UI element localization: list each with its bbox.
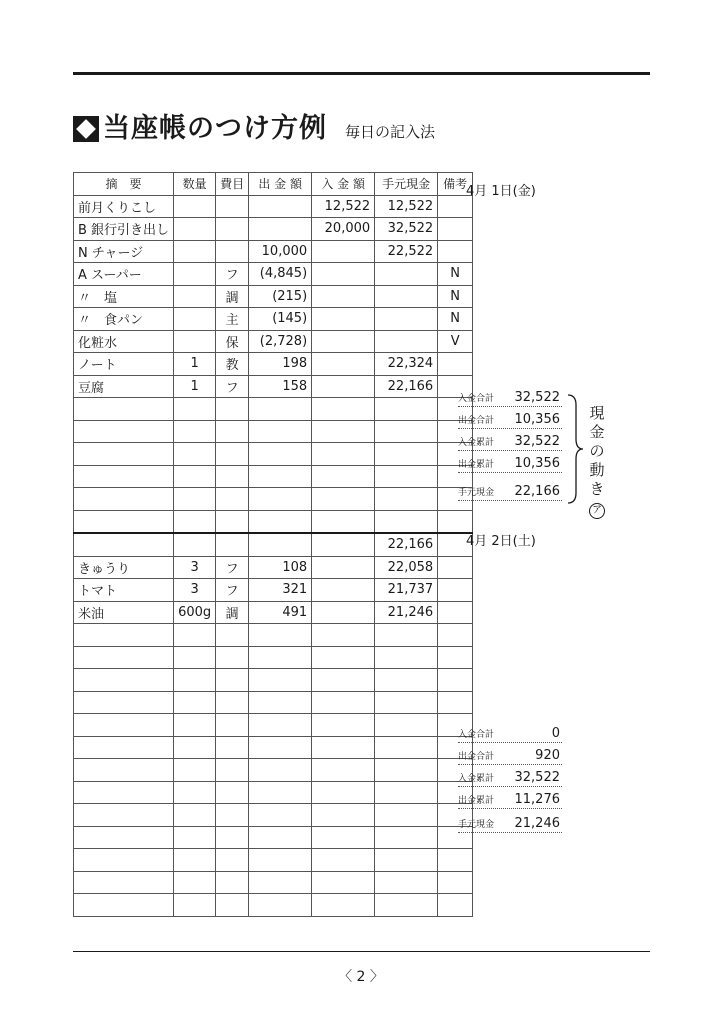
- summary-row: [458, 388, 562, 407]
- row-category: [216, 510, 249, 533]
- row-out: [249, 871, 312, 894]
- summary-row: [458, 724, 562, 743]
- row-out: 108: [249, 556, 312, 579]
- row-qty: [174, 240, 216, 263]
- table-row: [74, 759, 473, 782]
- row-note: [438, 353, 473, 376]
- row-category: [216, 533, 249, 556]
- row-qty: 600g: [174, 601, 216, 624]
- summary-label: 入金累計: [458, 438, 495, 448]
- table-row: [74, 624, 473, 647]
- row-in: [312, 826, 375, 849]
- summary-value: 21,246: [514, 816, 560, 831]
- top-rule: [73, 72, 650, 75]
- row-category: フ: [216, 579, 249, 602]
- curly-brace-icon: [566, 393, 584, 505]
- table-row: [74, 849, 473, 872]
- bottom-rule: [73, 951, 650, 952]
- row-in: [312, 601, 375, 624]
- ledger-body: [74, 195, 473, 916]
- summary-row: [458, 746, 562, 765]
- row-desc: [74, 714, 174, 737]
- row-in: [312, 871, 375, 894]
- row-qty: [174, 420, 216, 443]
- summary-label: 出金累計: [458, 796, 495, 806]
- row-qty: [174, 714, 216, 737]
- row-in: 12,522: [312, 195, 375, 218]
- row-out: [249, 488, 312, 511]
- table-row: [74, 263, 473, 286]
- table-row: [74, 195, 473, 218]
- row-qty: [174, 781, 216, 804]
- page-number: 〈 2 〉: [338, 969, 384, 985]
- row-desc: 化粧水: [74, 330, 174, 353]
- header-qty: 数量: [174, 173, 216, 196]
- row-in: [312, 849, 375, 872]
- row-in: [312, 624, 375, 647]
- row-out: [249, 420, 312, 443]
- table-row: [74, 285, 473, 308]
- row-qty: [174, 736, 216, 759]
- row-in: [312, 443, 375, 466]
- row-category: 調: [216, 601, 249, 624]
- summary-value: 10,356: [514, 412, 560, 427]
- row-desc: A スーパー: [74, 263, 174, 286]
- row-category: [216, 894, 249, 917]
- row-cash: [375, 263, 438, 286]
- row-in: [312, 804, 375, 827]
- row-qty: [174, 443, 216, 466]
- row-note: V: [438, 330, 473, 353]
- table-row: [74, 510, 473, 533]
- row-category: [216, 443, 249, 466]
- row-category: [216, 195, 249, 218]
- row-qty: [174, 669, 216, 692]
- row-out: 491: [249, 601, 312, 624]
- row-cash: [375, 691, 438, 714]
- row-cash: [375, 894, 438, 917]
- row-desc: 〃 塩: [74, 285, 174, 308]
- row-qty: [174, 624, 216, 647]
- row-desc: N チャージ: [74, 240, 174, 263]
- row-note: [438, 601, 473, 624]
- table-row: [74, 420, 473, 443]
- row-note: [438, 646, 473, 669]
- table-row: [74, 353, 473, 376]
- row-cash: [375, 826, 438, 849]
- table-row: [74, 488, 473, 511]
- summary-label: 出金合計: [458, 752, 495, 762]
- title-block: [73, 110, 435, 146]
- table-row: [74, 714, 473, 737]
- summary-value: 0: [551, 726, 560, 741]
- row-cash: 22,522: [375, 240, 438, 263]
- diamond-box-icon: [73, 116, 99, 142]
- row-out: [249, 195, 312, 218]
- row-cash: [375, 285, 438, 308]
- summary-label: 出金合計: [458, 416, 495, 426]
- row-out: [249, 398, 312, 421]
- table-row: [74, 826, 473, 849]
- row-cash: [375, 398, 438, 421]
- row-qty: [174, 759, 216, 782]
- table-row: [74, 691, 473, 714]
- header-in: 入 金 額: [312, 173, 375, 196]
- row-out: (215): [249, 285, 312, 308]
- row-out: [249, 624, 312, 647]
- row-qty: [174, 804, 216, 827]
- header-category: 費目: [216, 173, 249, 196]
- row-in: [312, 533, 375, 556]
- row-category: [216, 826, 249, 849]
- row-out: [249, 781, 312, 804]
- row-note: [438, 849, 473, 872]
- row-in: [312, 759, 375, 782]
- row-desc: トマト: [74, 579, 174, 602]
- header-cash: 手元現金: [375, 173, 438, 196]
- row-qty: [174, 398, 216, 421]
- row-category: フ: [216, 556, 249, 579]
- row-out: [249, 691, 312, 714]
- row-out: [249, 714, 312, 737]
- row-cash: [375, 849, 438, 872]
- row-desc: [74, 669, 174, 692]
- row-desc: [74, 781, 174, 804]
- row-out: [249, 646, 312, 669]
- row-desc: [74, 826, 174, 849]
- row-note: [438, 624, 473, 647]
- row-category: 主: [216, 308, 249, 331]
- row-qty: [174, 308, 216, 331]
- row-desc: ノート: [74, 353, 174, 376]
- row-category: [216, 759, 249, 782]
- summary-value: 10,356: [514, 456, 560, 471]
- page-title: 当座帳のつけ方例: [103, 113, 327, 144]
- page-subtitle: 毎日の記入法: [345, 123, 436, 141]
- row-qty: [174, 533, 216, 556]
- row-qty: [174, 330, 216, 353]
- row-out: (145): [249, 308, 312, 331]
- summary-value: 32,522: [514, 434, 560, 449]
- vertical-text: 現 金 の 動 き: [589, 404, 605, 498]
- row-qty: 3: [174, 556, 216, 579]
- row-cash: [375, 781, 438, 804]
- row-in: [312, 714, 375, 737]
- row-desc: [74, 871, 174, 894]
- row-category: [216, 240, 249, 263]
- row-desc: [74, 646, 174, 669]
- summary-value: 32,522: [514, 770, 560, 785]
- row-in: [312, 691, 375, 714]
- row-out: [249, 533, 312, 556]
- row-desc: B 銀行引き出し: [74, 218, 174, 241]
- row-desc: [74, 849, 174, 872]
- summary-row: [458, 454, 562, 473]
- row-desc: [74, 736, 174, 759]
- row-in: [312, 556, 375, 579]
- row-cash: 32,522: [375, 218, 438, 241]
- row-cash: [375, 669, 438, 692]
- circled-mark: ア: [589, 503, 605, 519]
- row-in: [312, 646, 375, 669]
- row-note: [438, 894, 473, 917]
- row-cash: 21,737: [375, 579, 438, 602]
- row-in: [312, 375, 375, 398]
- row-out: [249, 510, 312, 533]
- row-category: [216, 669, 249, 692]
- row-qty: [174, 218, 216, 241]
- table-row: [74, 330, 473, 353]
- row-desc: [74, 398, 174, 421]
- summary-row: [458, 432, 562, 451]
- summary-label: 出金累計: [458, 460, 495, 470]
- row-category: [216, 488, 249, 511]
- row-category: [216, 736, 249, 759]
- row-in: [312, 736, 375, 759]
- row-cash: [375, 736, 438, 759]
- row-cash: 21,246: [375, 601, 438, 624]
- row-category: [216, 624, 249, 647]
- row-qty: 1: [174, 375, 216, 398]
- header-note: 備考: [438, 173, 473, 196]
- row-note: [438, 579, 473, 602]
- row-category: 保: [216, 330, 249, 353]
- day2-date: 4月 2日(土): [466, 534, 536, 549]
- row-note: N: [438, 263, 473, 286]
- table-row: [74, 533, 473, 556]
- row-cash: [375, 308, 438, 331]
- row-desc: [74, 691, 174, 714]
- row-desc: [74, 443, 174, 466]
- table-row: [74, 736, 473, 759]
- row-category: 調: [216, 285, 249, 308]
- table-row: [74, 308, 473, 331]
- row-qty: [174, 871, 216, 894]
- row-cash: [375, 759, 438, 782]
- row-cash: 22,166: [375, 375, 438, 398]
- row-note: [438, 556, 473, 579]
- row-cash: [375, 488, 438, 511]
- summary-row: [458, 790, 562, 809]
- row-category: [216, 218, 249, 241]
- header-desc: 摘 要: [74, 173, 174, 196]
- row-category: [216, 420, 249, 443]
- table-row: [74, 871, 473, 894]
- row-note: [438, 218, 473, 241]
- summary-row: [458, 410, 562, 429]
- row-cash: 12,522: [375, 195, 438, 218]
- row-cash: [375, 510, 438, 533]
- row-out: [249, 759, 312, 782]
- row-out: 198: [249, 353, 312, 376]
- table-row: [74, 443, 473, 466]
- row-cash: [375, 465, 438, 488]
- table-row: [74, 240, 473, 263]
- row-in: [312, 398, 375, 421]
- row-in: [312, 579, 375, 602]
- row-note: [438, 871, 473, 894]
- row-cash: 22,166: [375, 533, 438, 556]
- row-in: [312, 781, 375, 804]
- row-qty: 1: [174, 353, 216, 376]
- summary-label: 手元現金: [458, 488, 495, 498]
- cash-movement-label: [588, 404, 606, 519]
- table-row: [74, 646, 473, 669]
- row-desc: [74, 420, 174, 443]
- row-category: [216, 804, 249, 827]
- row-category: [216, 398, 249, 421]
- table-row: [74, 398, 473, 421]
- row-cash: [375, 804, 438, 827]
- table-row: [74, 465, 473, 488]
- row-qty: [174, 849, 216, 872]
- row-qty: [174, 195, 216, 218]
- row-in: [312, 510, 375, 533]
- row-out: [249, 804, 312, 827]
- row-out: [249, 465, 312, 488]
- row-out: [249, 443, 312, 466]
- row-qty: [174, 510, 216, 533]
- row-out: 158: [249, 375, 312, 398]
- summary-row: [458, 482, 562, 501]
- row-category: [216, 714, 249, 737]
- summary-label: 入金累計: [458, 774, 495, 784]
- row-out: 10,000: [249, 240, 312, 263]
- row-category: フ: [216, 263, 249, 286]
- row-in: [312, 488, 375, 511]
- ledger-header-row: [74, 173, 473, 196]
- row-in: [312, 285, 375, 308]
- row-out: [249, 894, 312, 917]
- row-qty: [174, 263, 216, 286]
- row-cash: [375, 646, 438, 669]
- row-qty: [174, 646, 216, 669]
- row-out: (4,845): [249, 263, 312, 286]
- table-row: [74, 781, 473, 804]
- table-row: [74, 804, 473, 827]
- row-qty: [174, 691, 216, 714]
- summary-row: [458, 768, 562, 787]
- row-cash: [375, 624, 438, 647]
- row-desc: [74, 804, 174, 827]
- row-cash: 22,324: [375, 353, 438, 376]
- row-out: [249, 669, 312, 692]
- row-desc: [74, 488, 174, 511]
- row-out: (2,728): [249, 330, 312, 353]
- row-in: [312, 240, 375, 263]
- summary-row: [458, 814, 562, 833]
- row-in: [312, 330, 375, 353]
- summary-label: 入金合計: [458, 394, 495, 404]
- row-category: 教: [216, 353, 249, 376]
- summary-label: 手元現金: [458, 820, 495, 830]
- row-note: N: [438, 285, 473, 308]
- row-note: N: [438, 308, 473, 331]
- row-category: [216, 691, 249, 714]
- row-desc: [74, 510, 174, 533]
- row-in: [312, 353, 375, 376]
- ledger-table: [73, 172, 473, 917]
- row-desc: 〃 食パン: [74, 308, 174, 331]
- summary-value: 11,276: [514, 792, 560, 807]
- row-qty: [174, 826, 216, 849]
- day1-date: 4月 1日(金): [466, 184, 536, 199]
- row-category: [216, 646, 249, 669]
- row-out: [249, 849, 312, 872]
- row-in: [312, 669, 375, 692]
- table-row: [74, 601, 473, 624]
- table-row: [74, 375, 473, 398]
- row-desc: 前月くりこし: [74, 195, 174, 218]
- row-out: [249, 736, 312, 759]
- table-row: [74, 579, 473, 602]
- row-out: [249, 826, 312, 849]
- table-row: [74, 556, 473, 579]
- row-qty: [174, 465, 216, 488]
- row-in: [312, 308, 375, 331]
- row-in: [312, 465, 375, 488]
- row-qty: [174, 894, 216, 917]
- row-cash: [375, 330, 438, 353]
- row-desc: [74, 894, 174, 917]
- table-row: [74, 218, 473, 241]
- summary-value: 920: [535, 748, 560, 763]
- row-category: フ: [216, 375, 249, 398]
- row-in: [312, 894, 375, 917]
- row-desc: 米油: [74, 601, 174, 624]
- row-in: [312, 420, 375, 443]
- row-category: [216, 781, 249, 804]
- row-out: 321: [249, 579, 312, 602]
- row-desc: 豆腐: [74, 375, 174, 398]
- row-in: [312, 263, 375, 286]
- row-category: [216, 465, 249, 488]
- summary-label: 入金合計: [458, 730, 495, 740]
- row-qty: 3: [174, 579, 216, 602]
- row-qty: [174, 285, 216, 308]
- row-out: [249, 218, 312, 241]
- table-row: [74, 894, 473, 917]
- row-cash: [375, 871, 438, 894]
- row-qty: [174, 488, 216, 511]
- row-note: [438, 691, 473, 714]
- row-desc: [74, 465, 174, 488]
- table-row: [74, 669, 473, 692]
- row-desc: きゅうり: [74, 556, 174, 579]
- row-cash: [375, 443, 438, 466]
- row-desc: [74, 533, 174, 556]
- row-cash: [375, 714, 438, 737]
- row-desc: [74, 624, 174, 647]
- summary-value: 22,166: [514, 484, 560, 499]
- row-cash: [375, 420, 438, 443]
- summary-value: 32,522: [514, 390, 560, 405]
- header-out: 出 金 額: [249, 173, 312, 196]
- row-note: [438, 669, 473, 692]
- row-note: [438, 240, 473, 263]
- row-in: 20,000: [312, 218, 375, 241]
- row-desc: [74, 759, 174, 782]
- row-cash: 22,058: [375, 556, 438, 579]
- row-category: [216, 871, 249, 894]
- row-category: [216, 849, 249, 872]
